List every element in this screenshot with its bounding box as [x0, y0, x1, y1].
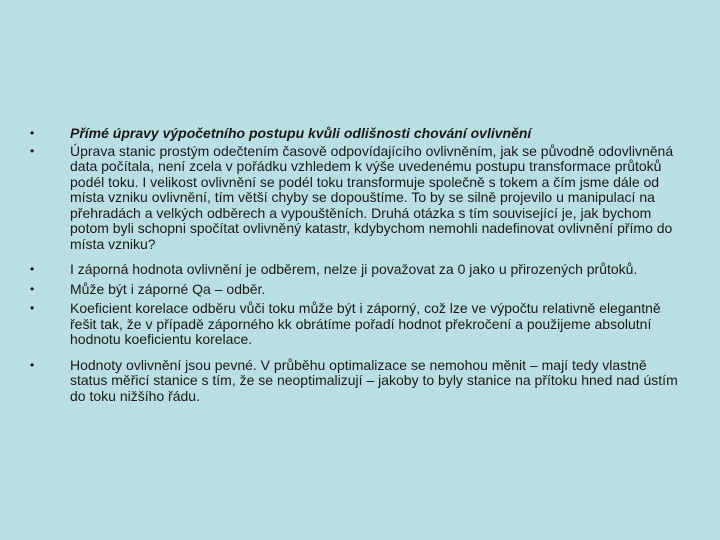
bullet-text: Přímé úpravy výpočetního postupu kvůli odlišnosti chování ovlivnění: [70, 125, 532, 141]
bullet-text: Může být i záporné Qa – odběr.: [70, 280, 266, 297]
bullet-text: I záporná hodnota ovlivnění je odběrem, nelze ji považovat za 0 jako u přirozených průtoků.: [70, 261, 638, 277]
bullet-item-heading: [30, 126, 680, 142]
bullet-dot: •: [30, 262, 35, 276]
bullet-dot: •: [30, 126, 35, 140]
bullet-dot: •: [30, 143, 35, 158]
bullet-dot: •: [30, 281, 35, 296]
bullet-text: Úprava stanic prostým odečtením časově odpovídajícího ovlivněním, jak se původně odovlivněná data počítala, není zcela v pořádku vzhledem k výše uvedenému postupu transformace průtoků podél toku. I velikost ovlivnění se podél toku transformuje společně s tokem a čím jsme dále od místa vzniku ovlivnění, tím větší chyby se dopouštíme. To by se silně projevilo u manipulací na přehradách a velkých odběrech a vypouštěních. Druhá otázka s tím související je, jak bychom potom byli schopni spočítat ovlivněný katastr, kdybychom nemohli nadefinovat ovlivnění přímo do místa vzniku?: [70, 142, 674, 252]
bullet-text: Koeficient korelace odběru vůči toku může být i záporný, což lze ve výpočtu relativně elegantně řešit tak, že v případě záporného kk obrátíme pořadí hodnot překročení a použijeme absolutní hodnotu koeficientu korelace.: [70, 300, 661, 347]
bullet-item: [30, 262, 680, 278]
bullet-list: [30, 126, 680, 406]
bullet-dot: •: [30, 357, 35, 372]
bullet-text: Hodnoty ovlivnění jsou pevné. V průběhu optimalizace se nemohou měnit – mají tedy vlastně status měřicí stanice s tím, že se neoptimalizují – jakoby to byly stanice na přítoku hned nad ústím do toku nižšího řádu.: [70, 356, 678, 404]
bullet-item: [30, 144, 680, 253]
bullet-item: [30, 358, 680, 405]
bullet-item: [30, 282, 680, 298]
bullet-item: [30, 301, 680, 348]
bullet-dot: •: [30, 301, 35, 315]
